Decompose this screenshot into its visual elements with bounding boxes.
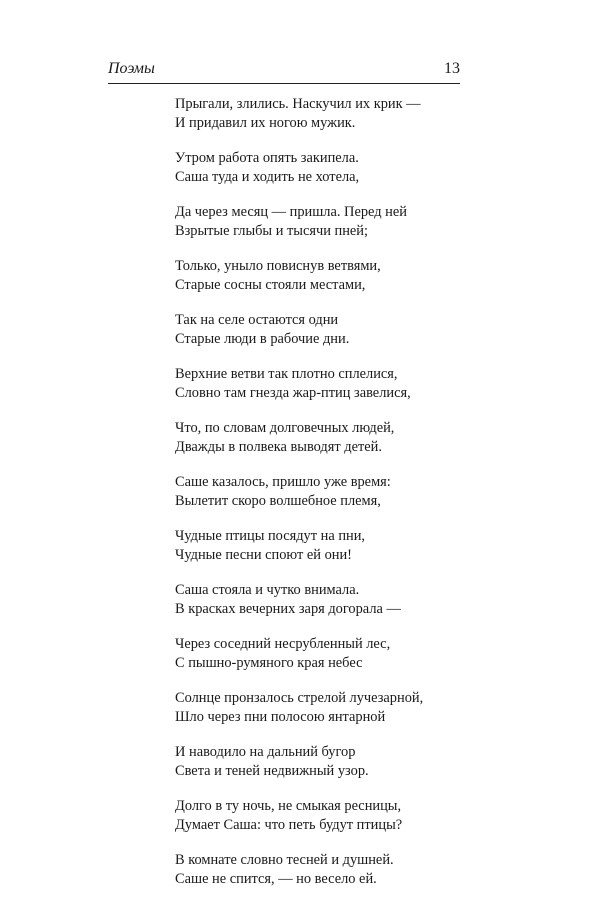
verse-line: Так на селе остаются одни [175, 312, 339, 328]
verse-line: Старые сосны стояли местами, [175, 277, 366, 293]
running-title: Поэмы [108, 60, 155, 77]
verse-line: Через соседний несрубленный лес, [175, 636, 391, 652]
verse-line: Что, по словам долговечных людей, [175, 420, 395, 436]
verse-line: Долго в ту ночь, не смыкая ресницы, [175, 798, 402, 814]
stanza [175, 95, 465, 133]
stanza [175, 203, 465, 241]
verse-line: Утром работа опять закипела. [175, 150, 359, 166]
verse-line: Шло через пни полосою янтарной [175, 709, 386, 725]
verse-line: И придавил их ногою мужик. [175, 115, 356, 131]
stanza [175, 689, 465, 727]
verse-line: Прыгали, злились. Наскучил их крик — [175, 96, 421, 112]
stanza [175, 311, 465, 349]
stanza [175, 149, 465, 187]
verse-line: Чудные песни споют ей они! [175, 547, 352, 563]
stanza [175, 527, 465, 565]
verse-line: Взрытые глыбы и тысячи пней; [175, 223, 368, 239]
stanza [175, 581, 465, 619]
stanza [175, 419, 465, 457]
stanza [175, 851, 465, 889]
verse-line: Чудные птицы посядут на пни, [175, 528, 366, 544]
stanza [175, 743, 465, 781]
verse-line: Вылетит скоро волшебное племя, [175, 493, 381, 509]
verse-line: Солнце пронзалось стрелой лучезарной, [175, 690, 424, 706]
header-rule [108, 83, 460, 84]
verse-line: Верхние ветви так плотно сплелися, [175, 366, 398, 382]
verse-line: Только, уныло повиснув ветвями, [175, 258, 381, 274]
verse-line: Саше казалось, пришло уже время: [175, 474, 391, 490]
verse-line: Старые люди в рабочие дни. [175, 331, 350, 347]
verse-line: Саше не спится, — но весело ей. [175, 871, 377, 887]
verse-line: Словно там гнезда жар-птиц завелися, [175, 385, 411, 401]
stanza [175, 797, 465, 835]
verse-line: Света и теней недвижный узор. [175, 763, 369, 779]
verse-line: Да через месяц — пришла. Перед ней [175, 204, 407, 220]
stanza [175, 473, 465, 511]
verse-line: В комнате словно тесней и душней. [175, 852, 394, 868]
stanza [175, 635, 465, 673]
verse-line: И наводило на дальний бугор [175, 744, 356, 760]
stanza [175, 257, 465, 295]
verse-line: Дважды в полвека выводят детей. [175, 439, 382, 455]
page-header [108, 58, 460, 82]
verse-line: В красках вечерних заря догорала — [175, 601, 401, 617]
verse-line: Саша туда и ходить не хотела, [175, 169, 360, 185]
verse-line: Саша стояла и чутко внимала. [175, 582, 360, 598]
verse-line: С пышно-румяного края небес [175, 655, 363, 671]
poem-text [175, 95, 465, 905]
verse-line: Думает Саша: что петь будут птицы? [175, 817, 403, 833]
stanza [175, 365, 465, 403]
page-number: 13 [444, 60, 460, 77]
